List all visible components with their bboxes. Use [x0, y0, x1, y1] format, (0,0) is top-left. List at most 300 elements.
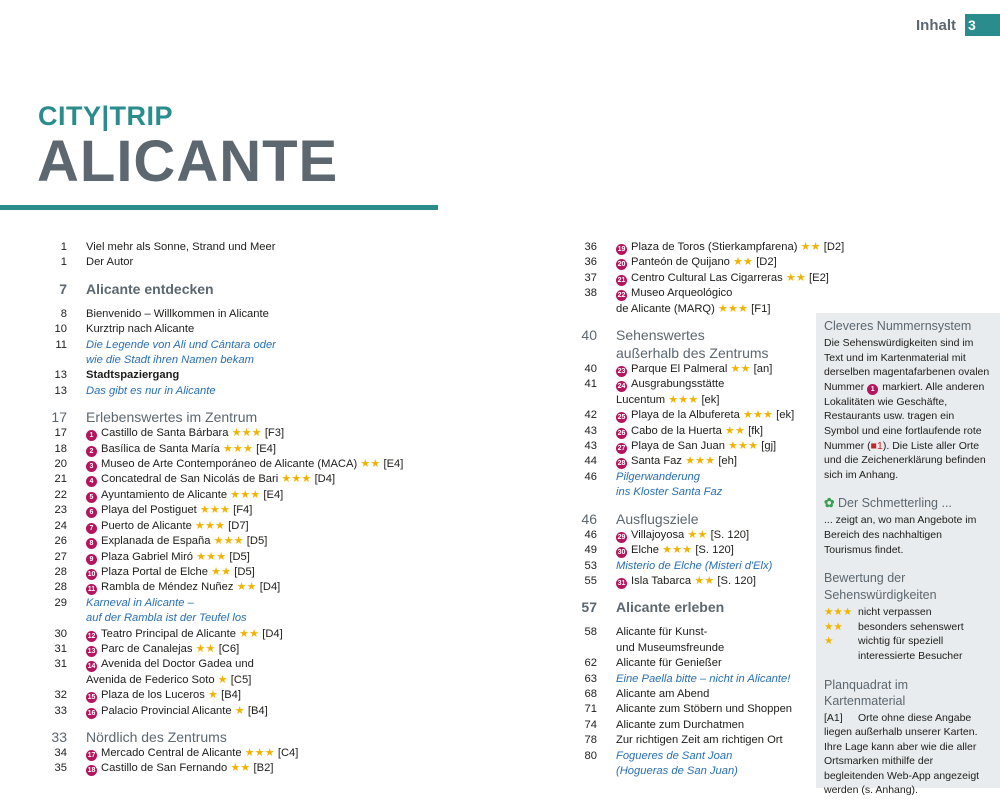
toc-entry-text [86, 488, 440, 503]
toc-entry-text [86, 384, 440, 399]
toc-entry-text [616, 393, 815, 408]
numbering-badge: 1 [867, 384, 878, 395]
sight-number-badge: 9 [86, 554, 97, 565]
toc-entry [560, 543, 815, 558]
map-grid-ref: [F1] [751, 302, 771, 315]
toc-page-number: 43 [584, 424, 597, 437]
rating-stars: ★ [234, 704, 245, 717]
sight-number-badge: 20 [617, 261, 626, 269]
toc-entry [560, 454, 815, 469]
legend-stars: ★★ [824, 620, 843, 633]
sight-number-badge: 5 [86, 492, 97, 503]
sight-number-badge: 27 [617, 445, 626, 453]
toc-page-number: 18 [54, 442, 67, 455]
map-grid-ref: [D7] [228, 519, 249, 532]
sight-number-badge: 1 [86, 430, 97, 441]
legend-row [824, 634, 992, 649]
toc-entry [30, 746, 440, 761]
map-grid-ref: [S. 120] [717, 574, 756, 587]
toc-page-number: 17 [54, 427, 67, 440]
toc-entry [30, 255, 440, 270]
toc-entry-text [86, 580, 440, 595]
rating-stars: ★ [207, 689, 218, 702]
rating-stars: ★★★ [194, 519, 226, 532]
toc-entry [560, 362, 815, 377]
toc-entry [560, 656, 815, 671]
toc-entry-text [616, 485, 815, 500]
toc-entry-text [86, 338, 440, 353]
legend-row [824, 605, 992, 620]
toc-entry [30, 322, 440, 337]
toc-page-number: 17 [51, 409, 67, 426]
toc-page-number: 43 [584, 440, 597, 453]
grid-text-a: Orte ohne diese Angabe [858, 711, 972, 724]
toc-entry [560, 271, 829, 286]
toc-entry-label: Plaza de Toros (Stierkampfarena) [631, 241, 798, 253]
toc-page-number: 33 [51, 728, 67, 745]
toc-entry [30, 384, 440, 399]
toc-entry [560, 749, 815, 764]
toc-entry [30, 688, 440, 703]
toc-entry-label: Basílica de Santa María [101, 442, 220, 455]
toc-page-number: 80 [584, 749, 597, 762]
toc-entry [30, 519, 440, 534]
toc-entry-text [86, 657, 440, 672]
toc-entry-label: Viel mehr als Sonne, Strand und Meer [86, 241, 276, 253]
toc-entry-label: Avenida del Doctor Gadea und [101, 658, 254, 671]
toc-entry-text [86, 611, 440, 626]
toc-entry-label: Zur richtigen Zeit am richtigen Ort [616, 734, 783, 747]
map-grid-ref: [D2] [823, 241, 845, 253]
toc-section-heading [560, 510, 815, 528]
butterfly-text: ... zeigt an, wo man Angebote im Bereich des nachhaltigen Tourismus findet. [824, 514, 977, 556]
toc-entry [30, 565, 440, 580]
toc-entry-label: Plaza de los Luceros [101, 689, 205, 702]
toc-entry-text [616, 454, 815, 469]
toc-entry-label: Sehenswertes [616, 327, 705, 344]
toc-entry-label: Ausflugsziele [616, 510, 699, 527]
toc-page-number [30, 611, 86, 626]
sight-number-badge: 21 [617, 276, 626, 284]
toc-page-number: 35 [54, 762, 67, 775]
sight-number-badge: 19 [617, 246, 626, 253]
toc-entry-text [616, 574, 815, 589]
toc-entry-label: Alicante für Kunst- [616, 626, 708, 639]
sight-number-badge: 23 [617, 368, 626, 376]
butterfly-heading [824, 495, 992, 511]
toc-entry [560, 559, 815, 574]
rating-stars: ★★★ [213, 535, 244, 548]
rating-stars: ★★★ [742, 409, 774, 422]
toc-page-number: 29 [54, 596, 67, 609]
toc-entry-label: Museo Arqueológico [631, 287, 733, 300]
toc-page-number: 36 [584, 256, 597, 269]
toc-page-number: 22 [54, 488, 67, 501]
toc-entry-text [616, 326, 815, 344]
map-grid-ref: [B4] [247, 704, 268, 717]
toc-entry [30, 457, 440, 472]
toc-entry-text [616, 528, 815, 543]
toc-entry-text [616, 424, 815, 439]
toc-entry-label: Playa de la Albufereta [631, 409, 740, 422]
toc-entry [560, 255, 815, 270]
toc-entry-text [86, 457, 440, 472]
toc-page-number [560, 764, 616, 779]
toc-section-heading [30, 728, 440, 746]
toc-entry-text [616, 439, 815, 454]
toc-entry-text [86, 472, 440, 487]
toc-page-number: 28 [54, 581, 67, 594]
toc-entry [560, 687, 815, 702]
toc-entry-text [616, 255, 815, 270]
toc-entry [30, 368, 440, 383]
toc-page-number: 31 [54, 658, 67, 671]
toc-entry-text [616, 271, 829, 286]
series-title: CITY|TRIP [38, 101, 174, 131]
toc-entry-label: Alicante am Abend [616, 687, 710, 700]
toc-entry [560, 641, 815, 656]
toc-entry-label: Playa del Postiguet [101, 504, 197, 517]
rating-stars: ★★★ [199, 504, 230, 517]
rating-stars: ★★ [694, 574, 715, 587]
toc-entry-label: Eine Paella bitte – nicht in Alicante! [616, 672, 791, 685]
toc-entry-label: Der Autor [86, 256, 134, 269]
map-grid-ref: [F4] [233, 504, 253, 517]
toc-page-number [560, 393, 616, 408]
rating-heading-2: Sehenswürdigkeiten [824, 588, 937, 603]
toc-page-number: 49 [584, 544, 597, 557]
toc-section-heading [560, 326, 815, 344]
toc-page-number: 24 [54, 519, 67, 532]
sight-number-badge: 24 [617, 383, 626, 391]
sight-number-badge: 12 [87, 632, 96, 640]
grid-heading: Planquadrat im Kartenmaterial [824, 677, 909, 708]
toc-page-number: 46 [581, 510, 597, 527]
toc-entry-text [616, 733, 815, 748]
toc-entry-text [86, 442, 440, 457]
toc-entry-label: Plaza Gabriel Miró [101, 550, 194, 563]
toc-entry-text [86, 255, 440, 270]
toc-page-number [560, 344, 616, 362]
toc-page-number: 68 [584, 687, 597, 700]
toc-entry-label: Alicante zum Stöbern und Shoppen [616, 703, 793, 716]
toc-page-number: 27 [54, 550, 67, 563]
toc-entry [30, 550, 440, 565]
toc-entry-text [616, 302, 815, 317]
toc-entry-text [86, 550, 440, 565]
numbering-symbol-number: 1 [877, 439, 883, 452]
toc-entry-text [616, 344, 815, 362]
toc-entry [560, 702, 815, 717]
toc-entry-label: Centro Cultural Las Cigarreras [631, 271, 783, 284]
toc-entry-text [616, 718, 815, 733]
toc-entry-label: Fogueres de Sant Joan [616, 749, 733, 762]
toc-entry [30, 534, 440, 549]
toc-page-number: 26 [54, 535, 67, 548]
info-sidebar [816, 313, 1000, 797]
city-title: ALICANTE [37, 129, 339, 194]
toc-entry [30, 580, 440, 595]
map-grid-ref: [D5] [234, 565, 255, 578]
toc-entry-text [616, 749, 815, 764]
legend-label: besonders sehenswert [858, 620, 964, 633]
toc-entry-text [86, 596, 440, 611]
toc-page-number [560, 641, 616, 656]
sight-number-badge: 28 [617, 460, 626, 468]
sight-number-badge: 26 [617, 429, 626, 437]
toc-section-heading [560, 598, 815, 616]
toc-entry [30, 240, 440, 255]
map-grid-ref: [D5] [229, 550, 250, 563]
rating-stars: ★★★ [717, 302, 749, 315]
sight-number-badge: 18 [87, 767, 96, 775]
toc-entry [560, 470, 815, 485]
toc-page-number: 10 [54, 323, 67, 336]
toc-entry-text [616, 687, 815, 702]
toc-entry-text [616, 470, 815, 485]
rating-stars: ★★★ [662, 544, 693, 557]
toc-entry-text [616, 656, 815, 671]
toc-page-number: 23 [54, 504, 67, 517]
toc-entry [560, 485, 815, 500]
toc-entry-label: auf der Rambla ist der Teufel los [86, 612, 247, 625]
toc-entry-label: Parque El Palmeral [631, 363, 728, 376]
toc-entry [560, 286, 815, 301]
legend-row [824, 649, 992, 664]
toc-entry [560, 718, 815, 733]
rating-stars: ★★ [236, 581, 257, 594]
toc-entry-label: Alicante erleben [616, 599, 725, 616]
rating-stars: ★★ [730, 363, 751, 376]
toc-page-number: 32 [54, 689, 67, 702]
rating-stars: ★★ [800, 241, 821, 253]
toc-column-left [30, 240, 440, 777]
numbering-text-c: ). Die Liste aller Orte und die Zeichenerklärung befinden sich im Anhang. [824, 439, 986, 481]
toc-page-number: 31 [54, 642, 67, 655]
toc-entry-label: Playa de San Juan [631, 440, 725, 453]
toc-entry-label: Die Legende von Ali und Cántara oder [86, 338, 276, 351]
rating-legend [824, 605, 992, 663]
toc-entry-text [86, 353, 440, 368]
toc-entry-label: Castillo de Santa Bárbara [101, 427, 229, 440]
toc-page-number: 40 [584, 363, 597, 376]
rating-stars: ★★ [733, 256, 754, 269]
toc-entry-label: Lucentum [616, 393, 666, 406]
rating-stars: ★★★ [668, 393, 699, 406]
grid-text [824, 711, 992, 799]
toc-page-number: 13 [54, 369, 67, 382]
toc-page-number: 33 [54, 704, 67, 717]
map-grid-ref: [D4] [314, 473, 336, 486]
rating-stars: ★★ [687, 528, 708, 541]
toc-entry-label: Avenida de Federico Soto [86, 673, 215, 686]
toc-page-number: 62 [584, 657, 597, 670]
toc-entry [560, 764, 815, 779]
toc-entry-text [616, 408, 815, 423]
grid-text-b: liegen außerhalb unserer Karten. Ihre Lage kann aber wie die aller Ortsmarken mithilfe der begleitenden Web-App angezeigt werden (s. Anhang). [824, 726, 980, 797]
toc-entry-label: Misterio de Elche (Misteri d'Elx) [616, 559, 773, 572]
toc-page-number: 20 [54, 458, 67, 471]
toc-page-number: 37 [584, 271, 597, 284]
toc-entry-text [86, 503, 440, 518]
sight-number-badge: 29 [617, 533, 626, 541]
map-grid-ref: [C4] [277, 746, 299, 759]
toc-entry [30, 673, 440, 688]
toc-page-number: 58 [584, 626, 597, 639]
numbering-text-b: markiert. Alle anderen Lokalitäten wie Geschäfte, Restaurants usw. tragen ein Symbol und eine fortlaufende rote Nummer ( [824, 380, 985, 452]
toc-entry-text [616, 362, 815, 377]
map-grid-ref: [eh] [718, 455, 737, 468]
toc-page-number: 1 [60, 241, 67, 253]
title-rule [0, 205, 438, 210]
map-grid-ref: [S. 120] [710, 528, 750, 541]
rating-stars: ★★ [360, 458, 381, 471]
toc-entry-text [86, 322, 440, 337]
toc-entry [560, 302, 815, 317]
map-grid-ref: [E2] [809, 271, 829, 284]
toc-page-number: 40 [581, 327, 597, 344]
toc-entry [560, 240, 845, 255]
toc-entry-text [86, 307, 440, 322]
toc-entry-text [86, 688, 440, 703]
toc-entry [30, 657, 440, 672]
toc-entry [30, 338, 440, 353]
toc-page-number [30, 673, 86, 688]
toc-entry [30, 307, 440, 322]
toc-entry-text [86, 728, 440, 746]
toc-entry [30, 353, 440, 368]
toc-entry-label: Alicante für Genießer [616, 657, 722, 670]
toc-page-number: 21 [54, 473, 67, 486]
map-grid-ref: [D2] [756, 256, 777, 269]
toc-page-number: 38 [584, 287, 597, 300]
toc-entry [560, 574, 815, 589]
numbering-heading: Cleveres Nummernsystem [824, 319, 972, 333]
sight-number-badge: 8 [86, 538, 97, 549]
red-symbol-icon: ■ [870, 439, 878, 452]
sight-number-badge: 25 [617, 414, 626, 422]
toc-page-number: 46 [584, 470, 597, 483]
toc-entry-label: Ausgrabungsstätte [631, 378, 725, 391]
toc-entry [30, 426, 440, 441]
toc-entry-label: Santa Faz [631, 455, 682, 468]
rating-stars: ★★★ [222, 442, 253, 455]
toc-entry [560, 408, 815, 423]
toc-entry-label: Ayuntamiento de Alicante [101, 488, 228, 501]
rating-stars: ★★★ [728, 440, 759, 453]
toc-entry-label: Teatro Principal de Alicante [101, 627, 236, 640]
toc-entry [560, 733, 815, 748]
toc-entry-label: Bienvenido – Willkommen in Alicante [86, 307, 269, 320]
toc-entry-text [86, 565, 440, 580]
sight-number-badge: 6 [86, 507, 97, 518]
map-grid-ref: [E4] [256, 442, 276, 455]
legend-label: wichtig für speziell [858, 635, 944, 648]
toc-entry-label: Concatedral de San Nicolás de Bari [101, 473, 279, 486]
toc-entry-label: Kurztrip nach Alicante [86, 323, 195, 336]
map-grid-ref: [fk] [748, 424, 764, 437]
rating-stars: ★★ [785, 271, 806, 284]
sight-number-badge: 17 [87, 751, 96, 759]
sight-number-badge: 2 [86, 446, 97, 457]
sight-number-badge: 10 [87, 570, 96, 578]
toc-page-number: 63 [584, 672, 597, 685]
sight-number-badge: 3 [86, 461, 97, 472]
toc-entry [560, 424, 815, 439]
map-grid-ref: [E4] [383, 458, 404, 471]
toc-entry-text [86, 746, 440, 761]
toc-entry [30, 442, 440, 457]
toc-page-number: 1 [60, 256, 67, 269]
toc-entry-label: Panteón de Quijano [631, 256, 730, 269]
rating-heading-1: Bewertung der [824, 571, 906, 586]
toc-entry-text [86, 704, 440, 719]
rating-stars: ★★★ [281, 473, 312, 486]
toc-entry-label: Alicante zum Durchatmen [616, 718, 745, 731]
sight-number-badge: 13 [87, 647, 96, 655]
rating-stars: ★★ [211, 565, 232, 578]
rating-stars: ★ [217, 673, 228, 686]
toc-page-number: 53 [584, 559, 597, 572]
toc-entry-text [616, 240, 844, 255]
toc-entry-label: Castillo de San Fernando [101, 762, 228, 775]
toc-page-number: 28 [54, 565, 67, 578]
toc-entry-text [616, 510, 815, 528]
toc-entry-label: Das gibt es nur in Alicante [86, 384, 216, 397]
toc-entry-label: Museo de Arte Contemporáneo de Alicante (MACA) [101, 458, 358, 471]
map-grid-ref: [an] [753, 363, 773, 376]
map-grid-ref: [D5] [246, 535, 268, 548]
toc-entry-text [616, 559, 815, 574]
rating-stars: ★★ [230, 762, 251, 775]
toc-entry-text [86, 368, 440, 383]
toc-page-number: 34 [54, 746, 67, 759]
legend-label: nicht verpassen [858, 606, 932, 619]
toc-entry-label: Stadtspaziergang [86, 369, 180, 382]
legend-stars: ★★★ [824, 606, 853, 619]
toc-entry-text [86, 280, 440, 298]
toc-entry-label: Palacio Provincial Alicante [101, 704, 232, 717]
toc-section-heading [560, 344, 815, 362]
toc-page-number: 71 [584, 703, 597, 716]
toc-entry-label: Puerto de Alicante [101, 519, 192, 532]
toc-entry [30, 627, 440, 642]
map-grid-ref: [B4] [221, 689, 242, 702]
map-grid-ref: [F3] [264, 427, 285, 440]
toc-entry-text [616, 672, 815, 687]
toc-entry-label: wie die Stadt ihren Namen bekam [86, 354, 254, 367]
toc-page-number: 8 [60, 307, 67, 320]
toc-entry-text [616, 764, 815, 779]
toc-entry-text [86, 642, 440, 657]
sight-number-badge: 14 [87, 663, 96, 671]
toc-page-number: 36 [584, 241, 597, 253]
toc-section-heading [30, 408, 440, 426]
toc-entry-label: Parc de Canalejas [101, 642, 193, 655]
map-grid-ref: [E4] [263, 488, 284, 501]
map-grid-ref: [S. 120] [695, 544, 734, 557]
toc-page-number: 44 [584, 455, 597, 468]
sight-number-badge: 16 [87, 709, 96, 717]
sight-number-badge: 11 [87, 586, 96, 594]
numbering-text-a: Die Sehenswürdigkeiten sind im Text und im Kartenmaterial mit derselben magentafarbenen ovalen Nummer [824, 337, 990, 393]
toc-page-number: 30 [54, 627, 67, 640]
legend-stars: ★ [824, 635, 834, 648]
toc-entry-text [616, 625, 815, 640]
toc-page-number [560, 302, 616, 317]
map-grid-ref: [C5] [230, 673, 252, 686]
rating-stars: ★★ [724, 424, 745, 437]
